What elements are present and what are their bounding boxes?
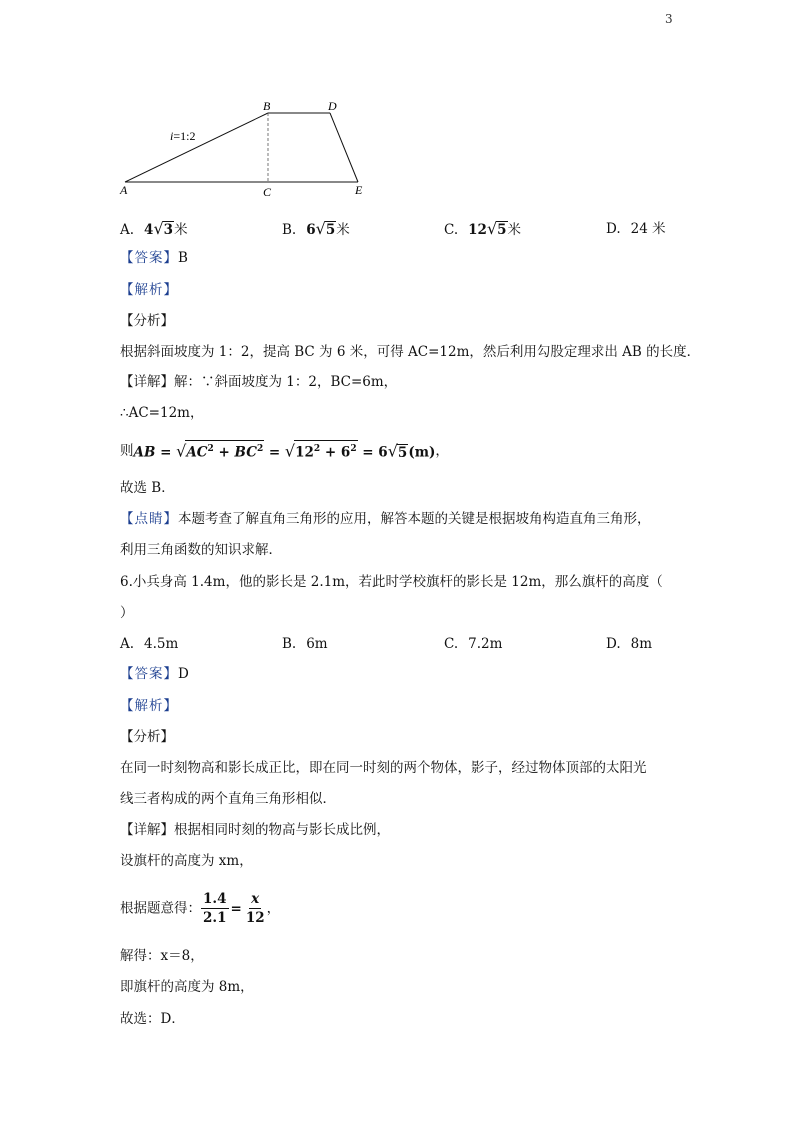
q6-choose: 故选：D．	[120, 1011, 185, 1027]
page-number: 3	[665, 12, 673, 26]
q6-answer: 【答案】D	[120, 666, 189, 682]
q6-option-a: A. 4.5m	[120, 636, 179, 652]
q5-formula: AB = $√AC^2 + BC^2 = √12^2 + 6^2 = 6√5(m)$	[133, 441, 436, 461]
label-e: E	[355, 183, 363, 197]
slope-label: i=1:2	[170, 129, 196, 143]
q6-explain-label: 【解析】	[120, 698, 178, 714]
q6-analysis2: 线三者构成的两个直角三角形相似．	[120, 791, 336, 807]
q5-choose: 故选 B．	[120, 480, 175, 496]
q6-detail: 【详解】根据相同时刻的物高与影长成比例，	[120, 822, 390, 838]
q6-option-b: B. 6m	[282, 636, 328, 652]
trapezoid-figure	[115, 96, 375, 200]
q6-stem2: ）	[120, 605, 134, 621]
q6-step1: 设旗杆的高度为 xm，	[120, 853, 253, 869]
label-b: B	[263, 99, 271, 113]
label-a: A	[120, 183, 128, 197]
q6-analysis-label: 【分析】	[120, 729, 174, 745]
segment-ab	[125, 113, 268, 182]
q5-formula-line: 则AB = $√AC^2 + BC^2 = √12^2 + 6^2 = 6√5(m)$，	[120, 441, 449, 461]
q5-explain-label: 【解析】	[120, 282, 178, 298]
label-d: D	[328, 99, 337, 113]
q5-analysis-text: 根据斜面坡度为 1：2，提高 BC 为 6 米，可得 AC=12m，然后利用勾股定理求出 AB 的长度．	[120, 344, 701, 360]
q6-option-c: C. 7.2m	[444, 636, 503, 652]
q6-equation-line: 根据题意得： $\frac{1.4}{2.1}$ = $\frac{x}{12}$ ，	[120, 891, 281, 926]
q6-option-d: D. 8m	[606, 636, 653, 652]
q5-option-d: D. 24 米	[606, 221, 666, 237]
q6-fraction-right: $\frac{x}{12}$	[245, 891, 265, 926]
q6-conclusion: 即旗杆的高度为 8m，	[120, 979, 254, 995]
q5-option-b: B. 6√5米	[282, 219, 350, 238]
q5-detail: 【详解】解：∵斜面坡度为 1：2，BC=6m，	[120, 374, 398, 390]
q5-option-c: C. 12√5米	[444, 219, 522, 238]
q5-step1: ∴AC=12m，	[120, 405, 204, 421]
q6-analysis1: 在同一时刻物高和影长成正比，即在同一时刻的两个物体，影子，经过物体顶部的太阳光	[120, 760, 647, 776]
q5-option-a: A. 4√3米	[120, 219, 188, 238]
q6-fraction-left: $\frac{1.4}{2.1}$	[203, 891, 227, 926]
segment-de	[330, 113, 358, 182]
q6-stem1: 6.小兵身高 1.4m，他的影长是 2.1m，若此时学校旗杆的影长是 12m，那么旗杆的高度（	[120, 574, 663, 590]
label-c: C	[263, 185, 272, 199]
q5-comment2: 利用三角函数的知识求解．	[120, 542, 282, 558]
q5-comment1: 【点睛】本题考查了解直角三角形的应用，解答本题的关键是根据坡角构造直角三角形，	[120, 511, 651, 527]
q5-analysis-label: 【分析】	[120, 313, 174, 329]
q5-answer: 【答案】B	[120, 250, 188, 266]
q6-solve: 解得：x＝8，	[120, 948, 204, 964]
